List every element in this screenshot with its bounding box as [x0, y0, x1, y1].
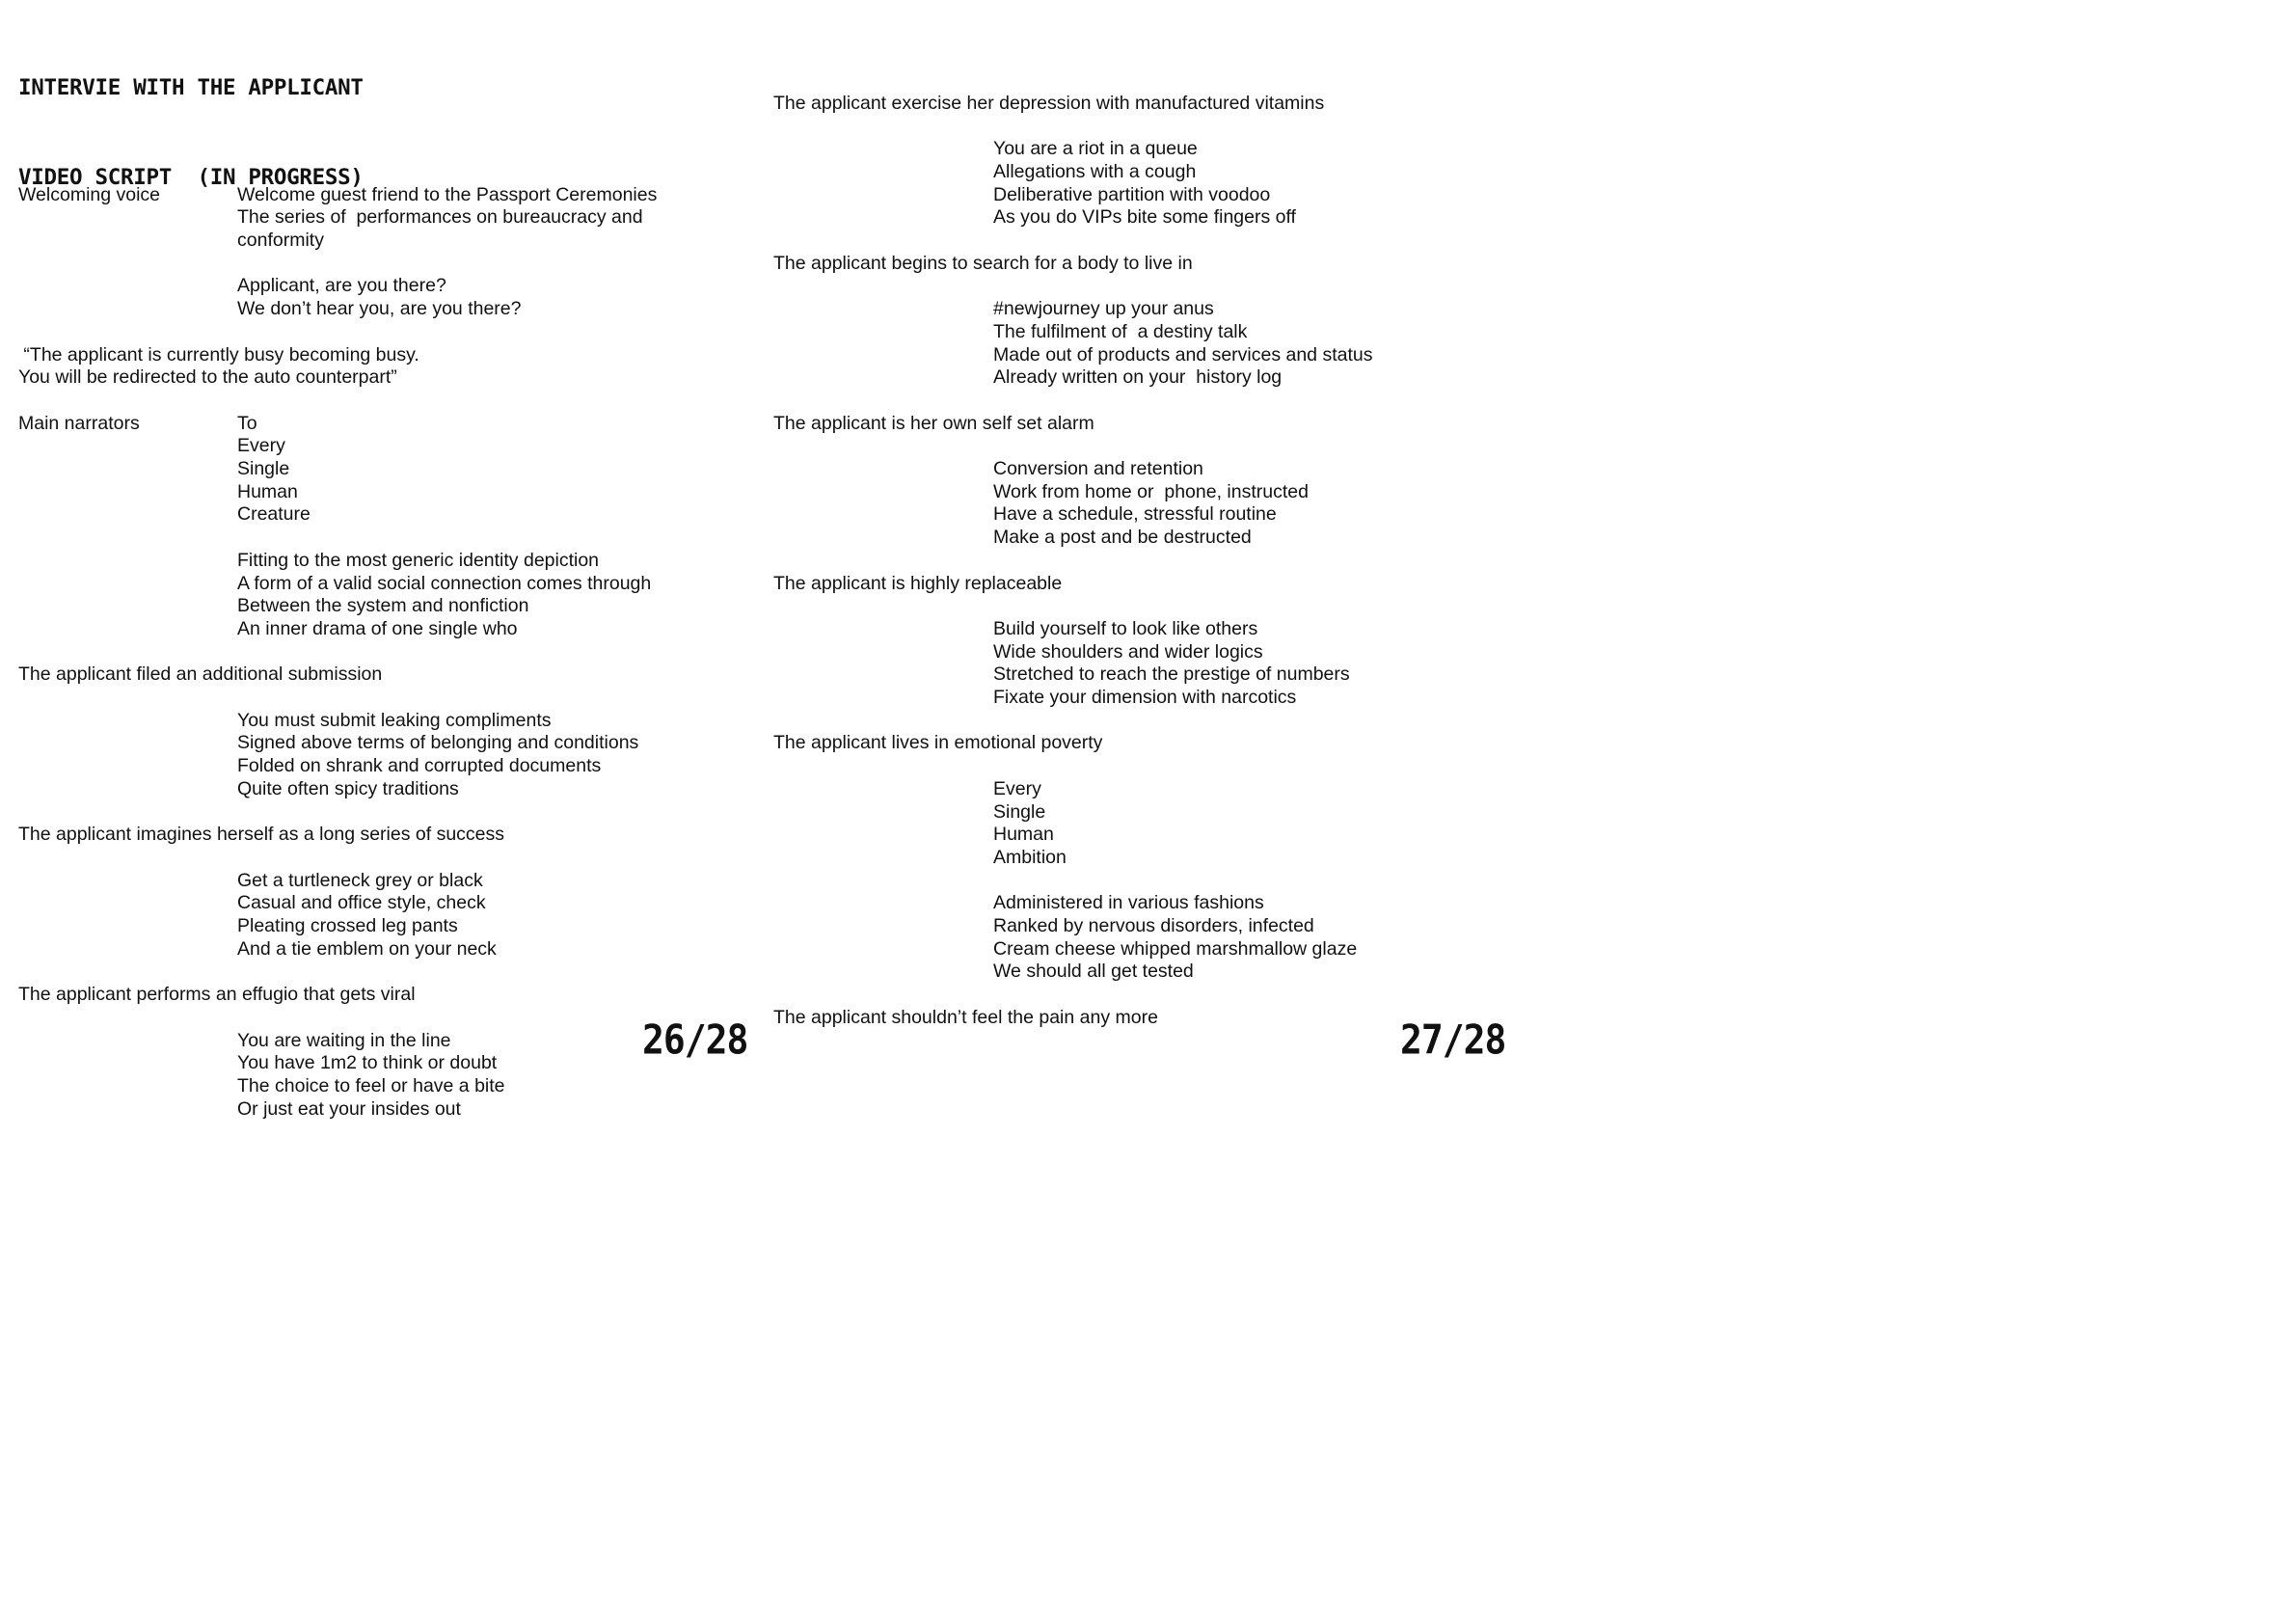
- script-cue: Main narrators: [18, 412, 140, 434]
- script-cue: The applicant lives in emotional poverty: [773, 732, 1103, 754]
- script-cue: The applicant begins to search for a body to live in: [773, 252, 1193, 274]
- script-verse-line: You have 1m2 to think or doubt: [237, 1052, 498, 1074]
- script-verse-line: Every: [993, 777, 1041, 799]
- script-cue: The applicant is highly replaceable: [773, 572, 1063, 594]
- script-verse-line: Applicant, are you there?: [237, 275, 446, 297]
- script-verse-line: Deliberative partition with voodoo: [993, 183, 1271, 205]
- script-verse-line: As you do VIPs bite some fingers off: [993, 206, 1296, 229]
- script-verse-line: Human: [237, 480, 298, 502]
- script-verse-line: Ranked by nervous disorders, infected: [993, 915, 1314, 936]
- script-verse-line: Folded on shrank and corrupted documents: [237, 755, 602, 777]
- script-verse-line: Already written on your history log: [993, 366, 1283, 389]
- script-verse-line: Casual and office style, check: [237, 892, 486, 914]
- script-verse-line: Single: [237, 458, 290, 479]
- script-verse-line: Work from home or phone, instructed: [993, 480, 1309, 502]
- script-cue: You will be redirected to the auto counterpart”: [18, 366, 397, 389]
- script-verse-line: Administered in various fashions: [993, 892, 1264, 914]
- script-cue: The applicant is her own self set alarm: [773, 412, 1094, 434]
- script-verse-line: We don’t hear you, are you there?: [237, 298, 522, 320]
- title-line-1: INTERVIE WITH THE APPLICANT: [18, 75, 364, 100]
- script-verse-line: Make a post and be destructed: [993, 527, 1252, 549]
- script-verse-line: Between the system and nonfiction: [237, 595, 529, 617]
- script-verse-line: An inner drama of one single who: [237, 617, 518, 639]
- script-verse-line: Build yourself to look like others: [993, 617, 1258, 639]
- script-verse-line: #newjourney up your anus: [993, 298, 1214, 320]
- script-verse-line: You must submit leaking compliments: [237, 709, 552, 731]
- script-verse-line: The choice to feel or have a bite: [237, 1074, 505, 1096]
- script-verse-line: Made out of products and services and status: [993, 343, 1373, 365]
- script-verse-line: Fixate your dimension with narcotics: [993, 687, 1297, 708]
- title-line-2: VIDEO SCRIPT (IN PROGRESS): [18, 165, 364, 190]
- script-verse-line: Quite often spicy traditions: [237, 777, 459, 799]
- script-verse-line: Cream cheese whipped marshmallow glaze: [993, 937, 1358, 960]
- script-verse-line: Stretched to reach the prestige of numbers: [993, 663, 1350, 686]
- script-verse-line: Wide shoulders and wider logics: [993, 640, 1263, 663]
- script-verse-line: Single: [993, 800, 1046, 823]
- script-verse-line: The fulfilment of a destiny talk: [993, 320, 1248, 342]
- script-verse-line: Signed above terms of belonging and conditions: [237, 732, 639, 754]
- script-verse-line: Conversion and retention: [993, 458, 1203, 479]
- script-verse-line: Or just eat your insides out: [237, 1097, 461, 1120]
- script-verse-line: conformity: [237, 230, 324, 251]
- script-cue: The applicant performs an effugio that gets viral: [18, 984, 416, 1006]
- script-verse-line: To: [237, 412, 257, 434]
- script-verse-line: Pleating crossed leg pants: [237, 915, 458, 936]
- left-page: [0, 0, 756, 1120]
- script-verse-line: You are a riot in a queue: [993, 138, 1198, 160]
- script-cue: The applicant shouldn’t feel the pain any more: [773, 1006, 1158, 1028]
- script-cue: Welcoming voice: [18, 183, 161, 205]
- script-verse-line: Creature: [237, 503, 311, 526]
- page-number-left: 26/28: [642, 1016, 748, 1064]
- page-number-right: 27/28: [1400, 1016, 1506, 1064]
- right-page: [756, 0, 1512, 1069]
- script-verse-line: Every: [237, 435, 285, 457]
- script-verse-line: Ambition: [993, 846, 1067, 868]
- script-verse-line: A form of a valid social connection comes through: [237, 572, 652, 594]
- script-verse-line: You are waiting in the line: [237, 1029, 451, 1051]
- script-cue: The applicant imagines herself as a long series of success: [18, 824, 505, 846]
- script-cue: “The applicant is currently busy becoming busy.: [18, 343, 419, 365]
- script-verse-line: Fitting to the most generic identity depiction: [237, 549, 600, 571]
- script-verse-line: Allegations with a cough: [993, 160, 1197, 182]
- script-verse-line: We should all get tested: [993, 961, 1194, 983]
- script-verse-line: Have a schedule, stressful routine: [993, 503, 1277, 526]
- script-cue: The applicant exercise her depression with manufactured vitamins: [773, 92, 1325, 114]
- script-cue: The applicant filed an additional submission: [18, 663, 383, 686]
- script-verse-line: Human: [993, 824, 1054, 846]
- script-verse-line: The series of performances on bureaucracy and: [237, 206, 643, 229]
- script-verse-line: Get a turtleneck grey or black: [237, 869, 483, 891]
- script-verse-line: Welcome guest friend to the Passport Ceremonies: [237, 183, 658, 205]
- script-verse-line: And a tie emblem on your neck: [237, 937, 497, 960]
